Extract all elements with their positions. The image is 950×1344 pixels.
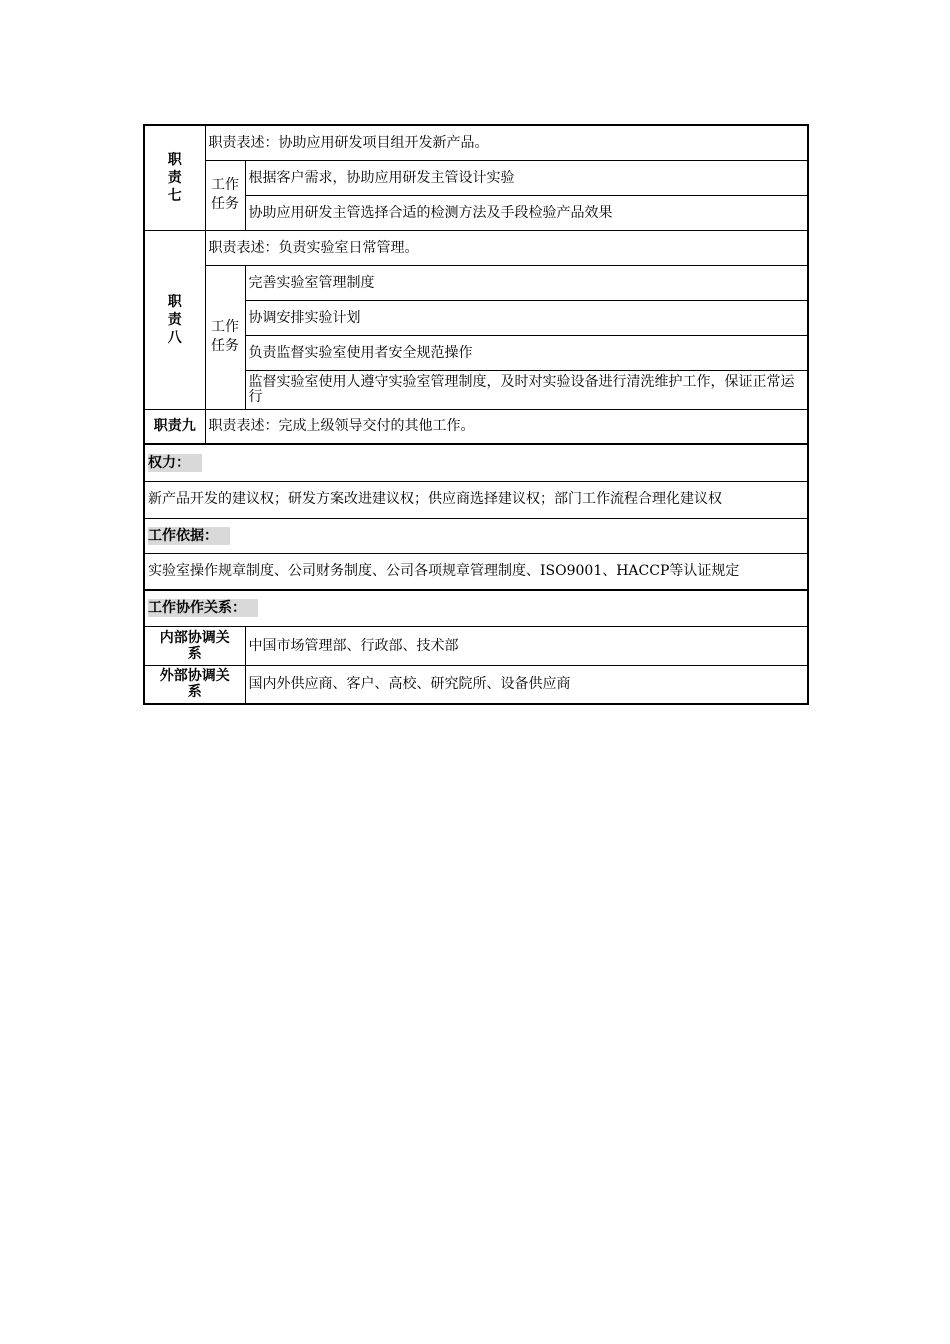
basis-title-row <box>144 518 808 553</box>
authority-text: 新产品开发的建议权；研发方案改进建议权；供应商选择建议权；部门工作流程合理化建议权 <box>144 481 808 518</box>
duty-8-task-3: 负责监督实验室使用者安全规范操作 <box>245 335 808 370</box>
duty-9-label: 职责九 <box>144 409 205 444</box>
internal-relations-row <box>144 626 808 665</box>
relations-title <box>144 590 808 626</box>
internal-relations-text: 中国市场管理部、行政部、技术部 <box>245 626 808 665</box>
external-relations-text: 国内外供应商、客户、高校、研究院所、设备供应商 <box>245 665 808 704</box>
duty-8-desc-row <box>144 230 808 265</box>
duty-8-task-1: 完善实验室管理制度 <box>245 265 808 300</box>
duty-8-task-label <box>205 265 245 409</box>
duty-8-label <box>144 230 205 409</box>
duty-7-label-text: 职责七 <box>167 151 182 204</box>
external-relations-label: 外部协调关系 <box>144 665 245 704</box>
basis-title-text: 工作依据： <box>148 527 230 545</box>
duty-7-label <box>144 125 205 230</box>
internal-relations-label: 内部协调关系 <box>144 626 245 665</box>
duty-8-task-4: 监督实验室使用人遵守实验室管理制度，及时对实验设备进行清洗维护工作，保证正常运行 <box>245 370 808 409</box>
duty-7-task-2: 协助应用研发主管选择合适的检测方法及手段检验产品效果 <box>245 195 808 230</box>
duty-9-desc: 职责表述：完成上级领导交付的其他工作。 <box>205 409 808 444</box>
duty-7-task-row <box>144 160 808 195</box>
duty-8-task-row <box>144 265 808 300</box>
basis-text: 实验室操作规章制度、公司财务制度、公司各项规章管理制度、ISO9001、HACCP等认证规定 <box>144 553 808 590</box>
relations-title-text: 工作协作关系： <box>148 599 258 617</box>
authority-title <box>144 444 808 481</box>
duty-7-task-label <box>205 160 245 230</box>
external-relations-row <box>144 665 808 704</box>
authority-text-row <box>144 481 808 518</box>
duty-9-row <box>144 409 808 444</box>
duty-8-task-2: 协调安排实验计划 <box>245 300 808 335</box>
duty-8-desc: 职责表述：负责实验室日常管理。 <box>205 230 808 265</box>
job-description-table <box>143 124 809 705</box>
duty-8-label-text: 职责八 <box>167 293 182 346</box>
duty-7-task-label-text: 工作任务 <box>211 177 239 212</box>
basis-text-row <box>144 553 808 590</box>
duty-8-task-label-text: 工作任务 <box>211 319 239 354</box>
authority-title-row <box>144 444 808 481</box>
relations-title-row <box>144 590 808 626</box>
duty-7-desc: 职责表述：协助应用研发项目组开发新产品。 <box>205 125 808 160</box>
authority-title-text: 权力： <box>148 454 202 472</box>
job-description-table-wrapper <box>143 124 807 705</box>
duty-7-desc-row <box>144 125 808 160</box>
basis-title <box>144 518 808 553</box>
duty-7-task-1: 根据客户需求，协助应用研发主管设计实验 <box>245 160 808 195</box>
